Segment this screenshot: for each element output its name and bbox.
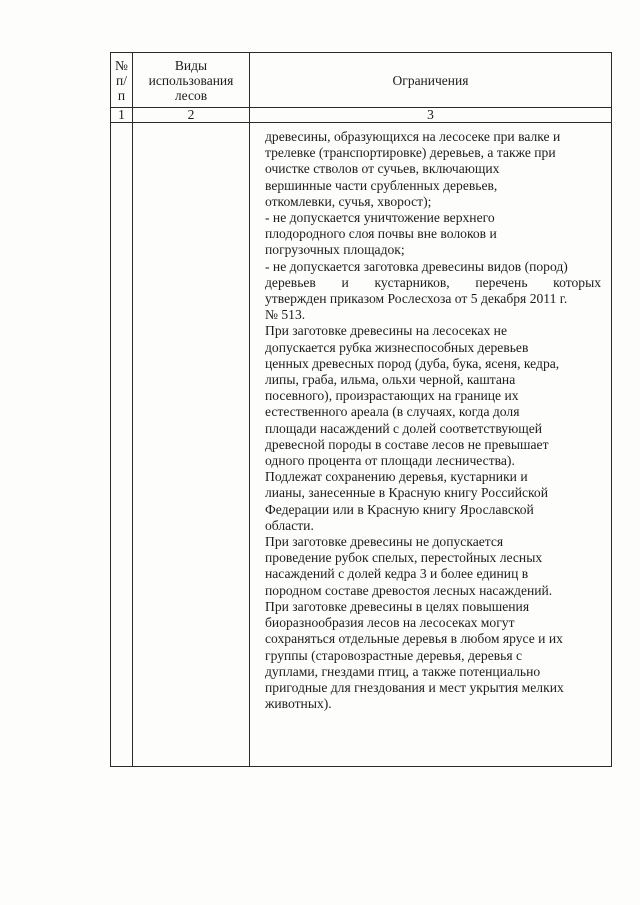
- text-line: древесины, образующихся на лесосеке при валке и: [265, 129, 561, 144]
- text-line: насаждений с долей кедра 3 и более единиц в: [265, 566, 529, 582]
- text-line: Федерации или в Красную книгу Ярославской: [265, 501, 534, 517]
- text-line: трелевке (транспортировке) деревьев, а также при: [265, 145, 556, 161]
- header-restrictions: [250, 53, 612, 108]
- header-restrictions-text: Ограничения: [392, 72, 469, 88]
- text-line: области.: [265, 517, 314, 533]
- text-line: породном составе древостоя лесных насаждений.: [265, 582, 553, 598]
- text-line: Подлежат сохранению деревья, кустарники и: [265, 469, 528, 485]
- header-forest-use-types-text: Виды использования лесов: [148, 57, 234, 103]
- text-line: проведение рубок спелых, перестойных лесных: [265, 550, 543, 566]
- text-line: лианы, занесенные в Красную книгу Российской: [265, 485, 548, 501]
- column-number-3: 3: [250, 108, 612, 123]
- restrictions-paragraphs: [265, 129, 601, 712]
- header-forest-use-types: [133, 53, 250, 108]
- text-line: посевного), произрастающих на границе их: [265, 388, 519, 404]
- text-line: очистке стволов от сучьев, включающих: [265, 161, 500, 177]
- text-line: площади насаждений с долей соответствующей: [265, 420, 543, 436]
- text-line: - не допускается заготовка древесины видов (пород): [265, 258, 568, 274]
- text-line: При заготовке древесины на лесосеках не: [265, 323, 507, 339]
- table-row: [111, 123, 612, 767]
- text-line: древесной породы в составе лесов не превышает: [265, 436, 549, 452]
- text-line: группы (старовозрастные деревья, деревья с: [265, 647, 523, 663]
- header-row: [111, 53, 612, 108]
- restrictions-table: [110, 52, 612, 767]
- text-line: При заготовке древесины не допускается: [265, 534, 504, 550]
- text-line: животных).: [265, 696, 332, 712]
- text-line: При заготовке древесины в целях повышения: [265, 598, 530, 614]
- text-line: откомлевки, сучья, хворост);: [265, 193, 432, 209]
- restrictions-text-cell: [250, 123, 612, 767]
- row-number-cell: [111, 123, 133, 767]
- text-line: допускается рубка жизнеспособных деревьев: [265, 339, 529, 355]
- text-line: естественного ареала (в случаях, когда доля: [265, 404, 520, 420]
- header-number-text: № п/ п: [115, 57, 128, 103]
- text-line: липы, граба, ильма, ольхи черной, каштана: [265, 372, 516, 388]
- column-number-row: [111, 108, 612, 123]
- text-line: вершинные части срубленных деревьев,: [265, 177, 498, 193]
- row-forest-use-cell: [133, 123, 250, 767]
- text-line: плодородного слоя почвы вне волоков и: [265, 226, 497, 242]
- text-line: деревьев и кустарников, перечень которых: [265, 274, 601, 290]
- text-line: сохраняться отдельные деревья в любом ярусе и их: [265, 631, 563, 647]
- column-number-1: 1: [111, 108, 133, 123]
- column-number-2: 2: [133, 108, 250, 123]
- text-line: ценных древесных пород (дуба, бука, ясеня, кедра,: [265, 355, 560, 371]
- text-line: пригодные для гнездования и мест укрытия мелких: [265, 679, 564, 695]
- header-number: [111, 53, 133, 108]
- text-line: утвержден приказом Рослесхоза от 5 декабря 2011 г.: [265, 291, 568, 307]
- text-line: - не допускается уничтожение верхнего: [265, 210, 495, 226]
- text-line: одного процента от площади лесничества).: [265, 453, 515, 469]
- text-line: биоразнообразия лесов на лесосеках могут: [265, 615, 515, 631]
- text-line: № 513.: [265, 307, 306, 323]
- text-line: погрузочных площадок;: [265, 242, 405, 258]
- text-line: дуплами, гнездами птиц, а также потенциально: [265, 663, 541, 679]
